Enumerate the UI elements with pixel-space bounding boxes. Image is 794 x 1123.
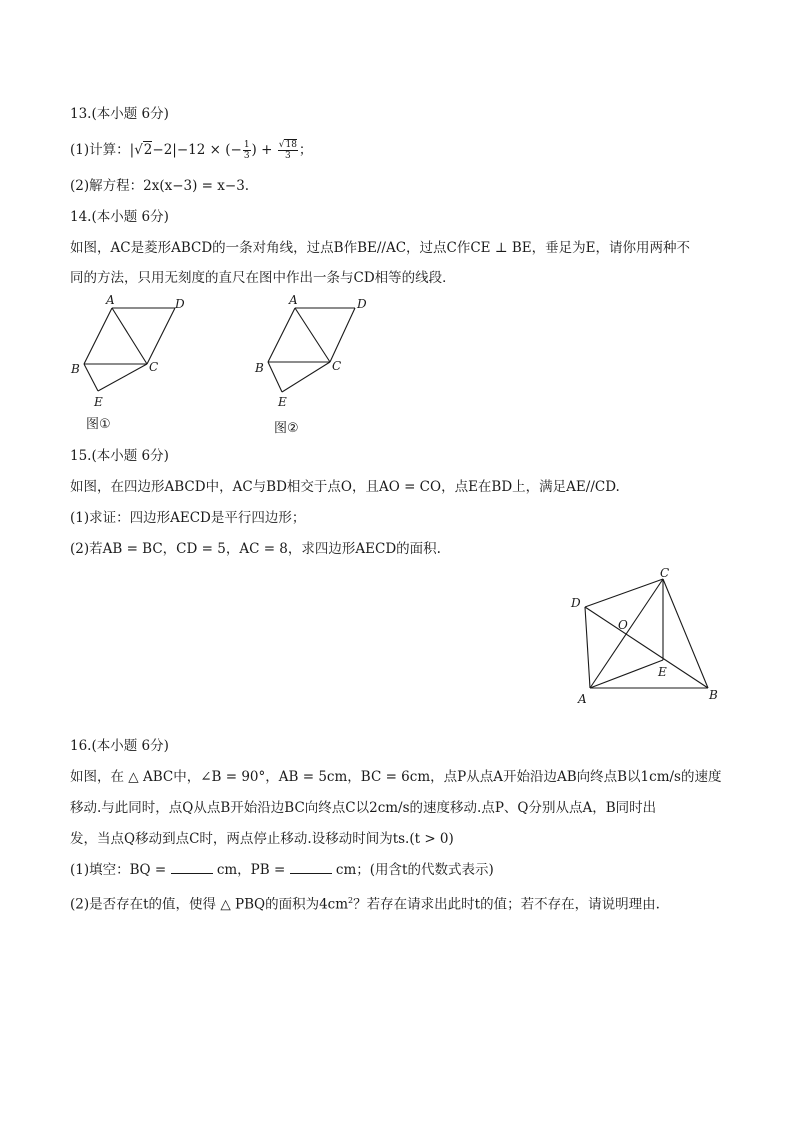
q14-figure-1: [60, 290, 200, 415]
q13-minus2: −2|−12 × (−: [152, 142, 242, 158]
label-c: C: [149, 360, 159, 374]
q16-line3: 发，当点Q移动到点C时，两点停止移动.设移动时间为ts.(t > 0): [70, 831, 454, 847]
q16-part2: [70, 891, 660, 915]
sqrt-icon: √: [278, 140, 285, 150]
q16-part1-unit1: cm，PB =: [216, 862, 286, 878]
q16-header: 16.(本小题 6分): [70, 738, 169, 754]
label-b: B: [255, 361, 264, 375]
q16-part2-b: ？若存在请求出此时t的值；若不存在，请说明理由.: [353, 896, 660, 913]
label-e: E: [94, 395, 103, 409]
q13-part2: (2)解方程：2x(x−3) = x−3.: [70, 178, 250, 194]
label-d: D: [571, 596, 581, 610]
label-e: E: [278, 395, 287, 409]
label-o: O: [618, 618, 628, 632]
q13-frac1-den: 3: [243, 151, 250, 161]
q14-figure-2: [245, 290, 385, 415]
q13-part1: [70, 140, 312, 161]
label-c: C: [332, 359, 342, 373]
label-c: C: [660, 566, 670, 580]
q14-fig2-caption: 图②: [274, 421, 299, 436]
pb-answer-blank[interactable]: [290, 861, 332, 874]
label-b: B: [71, 362, 80, 376]
q15-header: 15.(本小题 6分): [70, 448, 169, 464]
q16-line2: 移动.与此同时，点Q从点B开始沿边BC向终点C以2cm/s的速度移动.点P、Q分别从点A，B同时出: [70, 800, 657, 816]
label-d: D: [175, 297, 185, 311]
label-a: A: [106, 293, 115, 307]
q13-frac2-num: 18: [285, 140, 297, 150]
q16-part1: [70, 860, 494, 880]
q14-line1: 如图，AC是菱形ABCD的一条对角线，过点B作BE//AC，过点C作CE ⊥ BE，垂足为E，请你用两种不: [70, 240, 690, 256]
q14-fig1-caption: 图①: [86, 417, 111, 432]
q14-header: 14.(本小题 6分): [70, 209, 169, 225]
q13-part1-label: (1)计算：: [70, 142, 130, 158]
q16-part1-label: (1)填空：BQ =: [70, 862, 167, 878]
label-d: D: [357, 297, 367, 311]
q16-part2-sup: 2: [348, 896, 354, 905]
sqrt-icon: √: [134, 142, 143, 158]
q13-sqrt2: 2: [143, 142, 153, 158]
label-e: E: [658, 665, 667, 679]
q16-part1-unit2: cm；(用含t的代数式表示): [335, 862, 494, 878]
q13-header: 13.(本小题 6分): [70, 106, 169, 122]
q16-part2-a: (2)是否存在t的值，使得 △ PBQ的面积为4cm: [70, 896, 349, 913]
q13-end: ；: [298, 142, 313, 158]
label-b: B: [709, 688, 718, 702]
q15-figure: [565, 563, 735, 711]
q15-part1: (1)求证：四边形AECD是平行四边形；: [70, 510, 306, 526]
label-a: A: [578, 692, 587, 706]
q13-frac2: [278, 140, 298, 161]
q13-frac1: [243, 140, 251, 161]
q16-line1: 如图，在 △ ABC中，∠B = 90°，AB = 5cm，BC = 6cm，点P从点A开始沿边AB向终点B以1cm/s的速度: [70, 769, 722, 785]
q14-line2: 同的方法，只用无刻度的直尺在图中作出一条与CD相等的线段．: [70, 270, 456, 286]
q15-part2: (2)若AB = BC，CD = 5，AC = 8，求四边形AECD的面积.: [70, 541, 441, 557]
q13-frac2-den: 3: [284, 151, 291, 161]
q13-abs-open: |: [129, 142, 135, 158]
q13-frac1-num: 1: [243, 140, 250, 150]
q13-close: ) +: [251, 142, 273, 158]
q15-line1: 如图，在四边形ABCD中，AC与BD相交于点O，且AO = CO，点E在BD上，满足AE//CD.: [70, 479, 620, 495]
bq-answer-blank[interactable]: [171, 861, 213, 874]
label-a: A: [289, 293, 298, 307]
